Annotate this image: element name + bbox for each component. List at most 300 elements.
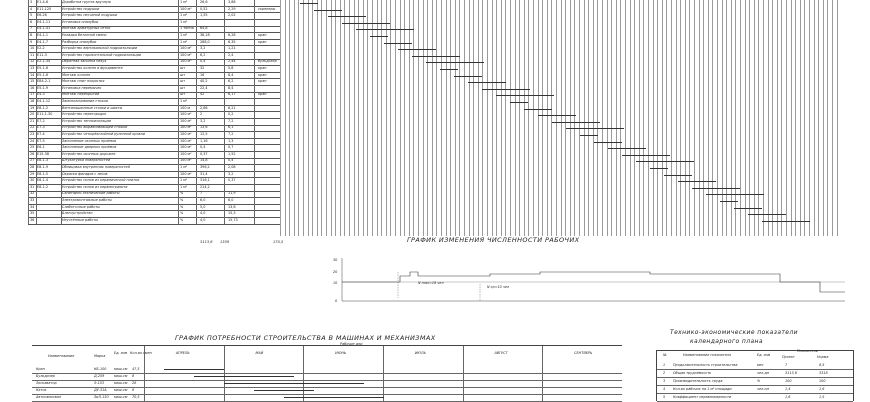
gantt-gridline: [630, 0, 631, 236]
gantt-gridline: [427, 0, 428, 236]
table-cell-mach: кран: [258, 72, 267, 77]
total-machines: 170,5: [273, 240, 284, 244]
table-cell-unit: 1 м³: [180, 13, 188, 18]
table-cell-qty: 22,4: [200, 85, 208, 90]
table-cell-code: Е4-1-41: [37, 26, 51, 31]
gantt-bar: [720, 201, 738, 202]
table-cell-unit: 100 м: [180, 105, 191, 110]
gantt-bar: [692, 188, 740, 189]
table-cell-qty: 3,2: [200, 118, 206, 123]
gantt-gridline: [561, 0, 562, 236]
tei-h-unit: Ед. изм: [757, 353, 771, 357]
table-cell-no: 16: [30, 85, 35, 90]
table-cell-unit: 1 м²: [180, 184, 188, 189]
labor-y-tick: 20: [333, 270, 338, 274]
table-cell-code: Е8-1-2: [37, 105, 49, 110]
machine-bar: [254, 390, 314, 391]
table-cell-name: Неучтённые работы: [62, 217, 99, 222]
gantt-gridline: [694, 0, 695, 236]
table-cell-unit: 100 м²: [180, 132, 192, 136]
tei-cell-no: 2: [663, 371, 666, 375]
gantt-gridline: [524, 0, 525, 236]
table-cell-name: Устройство колонн в фундаменте: [62, 66, 123, 70]
gantt-gridline: [450, 0, 451, 236]
table-cell-unit: шт: [180, 85, 186, 90]
gantt-bar: [454, 76, 482, 77]
table-cell-name: Устройство выравнивающей стяжки: [62, 125, 128, 130]
gantt-gridline: [648, 0, 649, 236]
gantt-gridline: [354, 0, 355, 236]
table-cell-unit: 100 м³: [180, 6, 192, 11]
table-cell-no: 8: [30, 33, 33, 37]
gantt-gridline: [653, 0, 654, 236]
table-cell-lab: 3,88: [228, 0, 236, 4]
gantt-gridline: [285, 0, 286, 236]
m-cell-qty: 28: [132, 381, 137, 385]
table-cell-unit: %: [180, 217, 184, 222]
table-cell-no: 4: [30, 6, 33, 11]
gantt-bar: [636, 161, 694, 162]
table-cell-no: 18: [30, 99, 35, 103]
table-cell-name: Установка опалубки: [62, 19, 99, 24]
gantt-gridline: [685, 0, 686, 236]
machines-subtitle: Рабочие дни: [340, 342, 363, 346]
table-cell-name: Монтаж плит покрытия: [62, 79, 105, 84]
m-cell-brand: Э-153: [94, 381, 105, 385]
table-cell-lab: 2,02: [228, 13, 236, 18]
gantt-gridline: [703, 0, 704, 236]
table-cell-qty: 4,0: [200, 217, 206, 222]
table-cell-no: 23: [30, 132, 35, 136]
table-cell-qty: 0,52: [200, 6, 208, 11]
month-label: АВГУСТ: [494, 351, 508, 355]
machines-chart-title: ГРАФИК ПОТРЕБНОСТИ СТРОИТЕЛЬСТВА В МАШИНАХ И МЕХАНИЗМАХ: [175, 334, 436, 342]
gantt-gridline: [708, 0, 709, 236]
labor-note-max: N max=16 чел: [418, 281, 444, 285]
table-cell-no: 7: [30, 26, 33, 31]
gantt-gridline: [593, 0, 594, 236]
table-cell-lab: 1,3: [228, 138, 234, 143]
gantt-gridline: [625, 0, 626, 236]
gantt-gridline: [689, 0, 690, 236]
table-cell-name: Устройство вертикальной гидроизоляции: [62, 46, 138, 51]
table-divider: [36, 0, 37, 224]
gantt-gridline: [643, 0, 644, 236]
gantt-gridline: [344, 0, 345, 236]
table-cell-unit: 100 м³: [180, 59, 192, 64]
table-cell-unit: 1 м³: [180, 0, 188, 4]
total-days: 1359: [220, 240, 230, 244]
gantt-bar: [706, 194, 764, 195]
table-cell-name: Облицовка внутренних поверхностей: [62, 165, 130, 169]
table-cell-lab: 2,29: [228, 6, 236, 11]
table-cell-lab: 6,17: [228, 92, 236, 97]
table-cell-lab: 0,4: [228, 158, 234, 163]
tei-h-no: №: [663, 353, 667, 357]
gantt-gridline: [538, 0, 539, 236]
gantt-bar: [580, 135, 598, 136]
tei-h-norm: Норма: [817, 355, 829, 359]
table-cell-code: Е4-1-7: [37, 39, 49, 44]
table-cell-qty: 13,6: [200, 125, 208, 130]
table-cell-code: Е8-1-2: [37, 184, 49, 189]
gantt-gridline: [680, 0, 681, 236]
gantt-gridline: [515, 0, 516, 236]
month-label: СЕНТЯБРЬ: [574, 351, 593, 355]
table-cell-unit: 100 м²: [180, 112, 192, 117]
table-cell-code: Е4-1-1: [37, 33, 49, 37]
gantt-gridline: [579, 0, 580, 236]
gantt-gridline: [657, 0, 658, 236]
table-cell-unit: 100 м²: [180, 52, 192, 57]
table-cell-qty: 64,8: [200, 26, 208, 31]
table-cell-code: Е2-1-34: [37, 59, 51, 64]
labor-chart: [340, 258, 845, 303]
table-cell-unit: 100 м²: [180, 138, 192, 143]
m-cell-name: Бульдозер: [36, 374, 55, 378]
table-cell-lab: 0,37: [228, 178, 236, 183]
table-cell-unit: шт: [180, 92, 186, 97]
gantt-gridline: [547, 0, 548, 236]
table-cell-qty: 14,8: [200, 158, 208, 163]
table-cell-no: 5: [30, 13, 33, 18]
table-cell-code: Е4-3: [37, 92, 45, 97]
table-cell-name: Устройство перегородок: [62, 112, 107, 117]
gantt-gridline: [584, 0, 585, 236]
gantt-bar: [482, 89, 530, 90]
gantt-gridline: [298, 0, 299, 236]
gantt-bar: [440, 69, 458, 70]
m-cell-brand: КБ-100: [94, 367, 107, 371]
table-cell-name: Разборка опалубки: [62, 39, 97, 44]
gantt-gridline: [358, 0, 359, 236]
gantt-gridline: [469, 0, 470, 236]
gantt-bar: [524, 109, 552, 110]
gantt-gridline: [837, 0, 838, 236]
table-cell-no: 17: [30, 92, 35, 97]
gantt-gridline: [818, 0, 819, 236]
gantt-gridline: [611, 0, 612, 236]
tei-cell-norm: 1,6: [819, 387, 825, 391]
table-cell-qty: 38,18: [200, 33, 210, 37]
table-cell-unit: 100 м²: [180, 125, 192, 130]
table-cell-unit: 1 м²: [180, 19, 188, 24]
gantt-gridline: [662, 0, 663, 236]
table-cell-qty: 31,4: [200, 171, 208, 176]
table-cell-name: Устройство полов из керамогранита: [62, 184, 128, 189]
table-cell-unit: 1 тонна: [180, 26, 194, 31]
table-cell-name: Устройство полов из керамической плитки: [62, 178, 140, 183]
table-divider: [196, 0, 197, 224]
gantt-bar: [748, 214, 786, 215]
gantt-bar: [328, 16, 366, 17]
gantt-bar: [370, 36, 388, 37]
gantt-gridline: [676, 0, 677, 236]
table-cell-lab: 11,9: [228, 191, 236, 196]
table-cell-unit: 1 м³: [180, 99, 188, 103]
gantt-gridline: [791, 0, 792, 236]
gantt-gridline: [827, 0, 828, 236]
gantt-gridline: [620, 0, 621, 236]
table-cell-qty: 42: [200, 92, 205, 97]
labor-y-tick: 30: [333, 258, 338, 262]
table-cell-name: Санитарно-технические работы: [62, 191, 120, 196]
table-cell-qty: 1,16: [200, 138, 208, 143]
gantt-gridline: [321, 0, 322, 236]
gantt-gridline: [496, 0, 497, 236]
table-cell-qty: 4,0: [200, 211, 206, 216]
gantt-gridline: [542, 0, 543, 236]
gantt-bar: [538, 115, 576, 116]
table-cell-no: 27: [30, 158, 35, 163]
tei-cell-norm: 8,5: [819, 363, 825, 367]
gantt-bar: [678, 181, 716, 182]
gantt-gridline: [699, 0, 700, 236]
tei-cell-name: Коэффициент неравномерности: [673, 395, 732, 399]
table-cell-no: 26: [30, 151, 35, 156]
tei-cell-no: 4: [663, 387, 666, 391]
gantt-gridline: [551, 0, 552, 236]
tei-h-group: Показатели: [797, 349, 819, 353]
tei-cell-name: Продолжительность строительства: [673, 363, 738, 367]
table-cell-unit: 100 м²: [180, 145, 192, 150]
month-label: АПРЕЛЬ: [175, 351, 190, 355]
gantt-bar: [384, 43, 412, 44]
table-cell-no: 29: [30, 171, 35, 176]
tei-cell-project: 1,6: [785, 395, 791, 399]
gantt-bar: [552, 122, 600, 123]
gantt-gridline: [404, 0, 405, 236]
tei-cell-norm: 100: [819, 379, 826, 383]
gantt-gridline: [639, 0, 640, 236]
table-cell-no: 36: [30, 217, 35, 222]
table-cell-name: Устройство песчаной подушки: [62, 13, 118, 18]
gantt-bar: [398, 49, 436, 50]
gantt-gridline: [749, 0, 750, 236]
table-cell-unit: %: [180, 211, 184, 216]
m-cell-unit: маш-см: [114, 374, 128, 378]
gantt-gridline: [303, 0, 304, 236]
table-cell-code: Е4-1-11: [37, 19, 51, 24]
gantt-bar: [468, 82, 506, 83]
table-cell-code: Е2-2: [37, 46, 45, 51]
table-divider: [28, 0, 29, 224]
tei-h-project: Проект: [782, 355, 795, 359]
table-cell-no: 20: [30, 112, 35, 117]
table-divider: [224, 0, 225, 224]
table-cell-no: 3: [30, 0, 33, 4]
table-cell-mach: кран: [258, 92, 267, 97]
labor-y-tick: 10: [333, 281, 338, 285]
gantt-gridline: [616, 0, 617, 236]
table-cell-lab: 6,21: [228, 105, 236, 110]
gantt-bar: [314, 10, 342, 11]
gantt-bar: [734, 208, 762, 209]
table-cell-mach: кран: [258, 79, 267, 84]
gantt-gridline: [413, 0, 414, 236]
gantt-gridline: [340, 0, 341, 236]
machine-bar: [224, 383, 364, 384]
table-cell-lab: 15,3: [228, 211, 236, 216]
gantt-gridline: [367, 0, 368, 236]
gantt-gridline: [455, 0, 456, 236]
tei-cell-norm: 1,5: [819, 395, 825, 399]
gantt-gridline: [740, 0, 741, 236]
m-cell-name: Кран: [36, 367, 45, 371]
table-cell-code: Е6-26: [37, 13, 47, 18]
table-cell-lab: 7,2: [228, 132, 234, 136]
gantt-gridline: [409, 0, 410, 236]
table-cell-unit: шт: [180, 72, 186, 77]
table-cell-name: Электромонтажные работы: [62, 198, 112, 202]
table-cell-lab: 6,35: [228, 39, 236, 44]
tei-table: [656, 350, 854, 401]
gantt-gridline: [823, 0, 824, 236]
table-cell-qty: 0,37: [200, 151, 208, 156]
table-cell-unit: %: [180, 198, 184, 202]
table-cell-lab: 2,08: [228, 165, 236, 169]
table-cell-mach: бульдозер: [258, 59, 277, 64]
table-row: [32, 394, 622, 402]
table-cell-lab: 6,1: [228, 125, 234, 130]
table-cell-lab: 7,2: [228, 118, 234, 123]
table-divider: [178, 0, 179, 224]
table-cell-lab: 0,7: [228, 145, 234, 150]
table-cell-code: Е15-38: [37, 151, 49, 156]
gantt-gridline: [436, 0, 437, 236]
table-cell-name: Штукатурка поверхностей: [62, 158, 111, 163]
machine-bar: [194, 376, 294, 377]
gantt-bar: [762, 221, 810, 222]
gantt-gridline: [832, 0, 833, 236]
table-cell-qty: 2,86: [200, 105, 208, 110]
gantt-gridline: [758, 0, 759, 236]
tei-cell-unit: чел-см: [757, 387, 769, 391]
table-cell-unit: 100 м²: [180, 46, 192, 51]
gantt-gridline: [533, 0, 534, 236]
table-cell-name: Заполнение оконных проёмов: [62, 138, 117, 143]
table-cell-qty: 6,2: [200, 52, 206, 57]
table-cell-name: Устройство теплоизоляции: [62, 118, 111, 123]
table-cell-lab: 8,4: [228, 72, 234, 77]
table-cell-code: Е6-1: [37, 145, 45, 150]
gantt-gridline: [570, 0, 571, 236]
gantt-gridline: [800, 0, 801, 236]
table-cell-qty: 214,2: [200, 184, 210, 189]
table-cell-qty: 40,2: [200, 79, 208, 84]
table-cell-name: Устройство оконных дорожек: [62, 151, 116, 156]
gantt-gridline: [712, 0, 713, 236]
table-cell-name: Замоноличивание стыков: [62, 99, 109, 103]
table-cell-name: Укладка бетонной смеси: [62, 33, 107, 37]
tei-cell-name: Производительность труда: [673, 379, 723, 383]
table-cell-unit: шт: [180, 66, 186, 70]
month-label: МАЙ: [255, 351, 264, 355]
table-cell-code: Е8-1-5: [37, 171, 49, 176]
table-cell-lab: 1,21: [228, 46, 236, 51]
m-cell-qty: 70,5: [132, 395, 140, 399]
m-cell-unit: маш-см: [114, 388, 128, 392]
table-cell-lab: 6,28: [228, 33, 236, 37]
table-cell-name: Монтаж колонн: [62, 72, 91, 77]
table-cell-no: 35: [30, 211, 35, 216]
table-cell-mach: кран: [258, 39, 267, 44]
gantt-bar: [300, 3, 318, 4]
gantt-bar: [608, 148, 646, 149]
table-cell-no: 22: [30, 125, 35, 130]
gantt-gridline: [326, 0, 327, 236]
m-header-unit: Ед. изм: [114, 351, 128, 355]
table-cell-name: Устройство четырёхслойной рулонной кровли: [62, 132, 146, 136]
m-cell-name: Автосамосвал: [36, 395, 62, 399]
gantt-gridline: [666, 0, 667, 236]
table-cell-qty: 6,0: [200, 198, 206, 202]
table-cell-lab: 6,2: [228, 79, 234, 84]
table-cell-code: Е8-1-4: [37, 178, 49, 183]
gantt-gridline: [501, 0, 502, 236]
table-cell-lab: 2,4: [228, 52, 234, 57]
tei-cell-unit: мес: [757, 363, 764, 367]
table-cell-code: Е11-120: [37, 6, 52, 11]
gantt-gridline: [597, 0, 598, 236]
table-cell-qty: 2: [200, 112, 203, 117]
table-cell-code: Е7-4: [37, 132, 45, 136]
gantt-gridline: [395, 0, 396, 236]
table-cell-no: 24: [30, 138, 35, 143]
table-cell-lab: 1,52: [228, 151, 236, 156]
m-cell-unit: маш-см: [114, 381, 128, 385]
gantt-gridline: [634, 0, 635, 236]
table-cell-no: 34: [30, 204, 35, 209]
m-header-qty: Кол-во смен: [130, 351, 152, 355]
labor-note-avg: N ср=10 чел: [487, 285, 510, 289]
gantt-gridline: [418, 0, 419, 236]
gantt-gridline: [390, 0, 391, 236]
table-cell-lab: 2,44: [228, 59, 236, 64]
gantt-gridline: [795, 0, 796, 236]
table-cell-unit: 1 м²: [180, 178, 188, 183]
machine-bar: [284, 397, 384, 398]
gantt-gridline: [400, 0, 401, 236]
table-cell-qty: 396,2: [200, 165, 210, 169]
table-cell-qty: 32: [200, 66, 205, 70]
tei-cell-unit: чел-дн: [757, 371, 770, 375]
table-cell-name: Устройство подушки: [62, 6, 100, 11]
gantt-gridline: [441, 0, 442, 236]
tei-cell-project: 1,4: [785, 387, 791, 391]
gantt-gridline: [528, 0, 529, 236]
labor-chart-title: ГРАФИК ИЗМЕНЕНИЯ ЧИСЛЕННОСТИ РАБОЧИХ: [407, 236, 580, 244]
m-cell-brand: ДУ-31А: [94, 388, 107, 392]
month-label: ИЮЛЬ: [414, 351, 426, 355]
table-cell-code: ЕВ4-2-1: [37, 79, 51, 84]
gantt-bar: [664, 175, 692, 176]
gantt-gridline: [717, 0, 718, 236]
table-cell-qty: 3,2: [200, 46, 206, 51]
table-cell-code: Е5-1-9: [37, 85, 49, 90]
table-cell-name: Установка перемычек: [62, 85, 102, 90]
gantt-gridline: [308, 0, 309, 236]
table-cell-code: Е8-1-9: [37, 165, 49, 169]
table-divider: [61, 0, 62, 224]
m-cell-unit: маш-см: [114, 395, 128, 399]
table-cell-lab: 15,73: [228, 217, 238, 222]
table-cell-no: 32: [30, 191, 35, 196]
table-cell-lab: 8,4: [228, 85, 234, 90]
table-cell-name: Заполнение дверных проёмов: [62, 145, 117, 150]
table-cell-unit: %: [180, 191, 184, 196]
table-cell-mach: кран: [258, 33, 267, 37]
